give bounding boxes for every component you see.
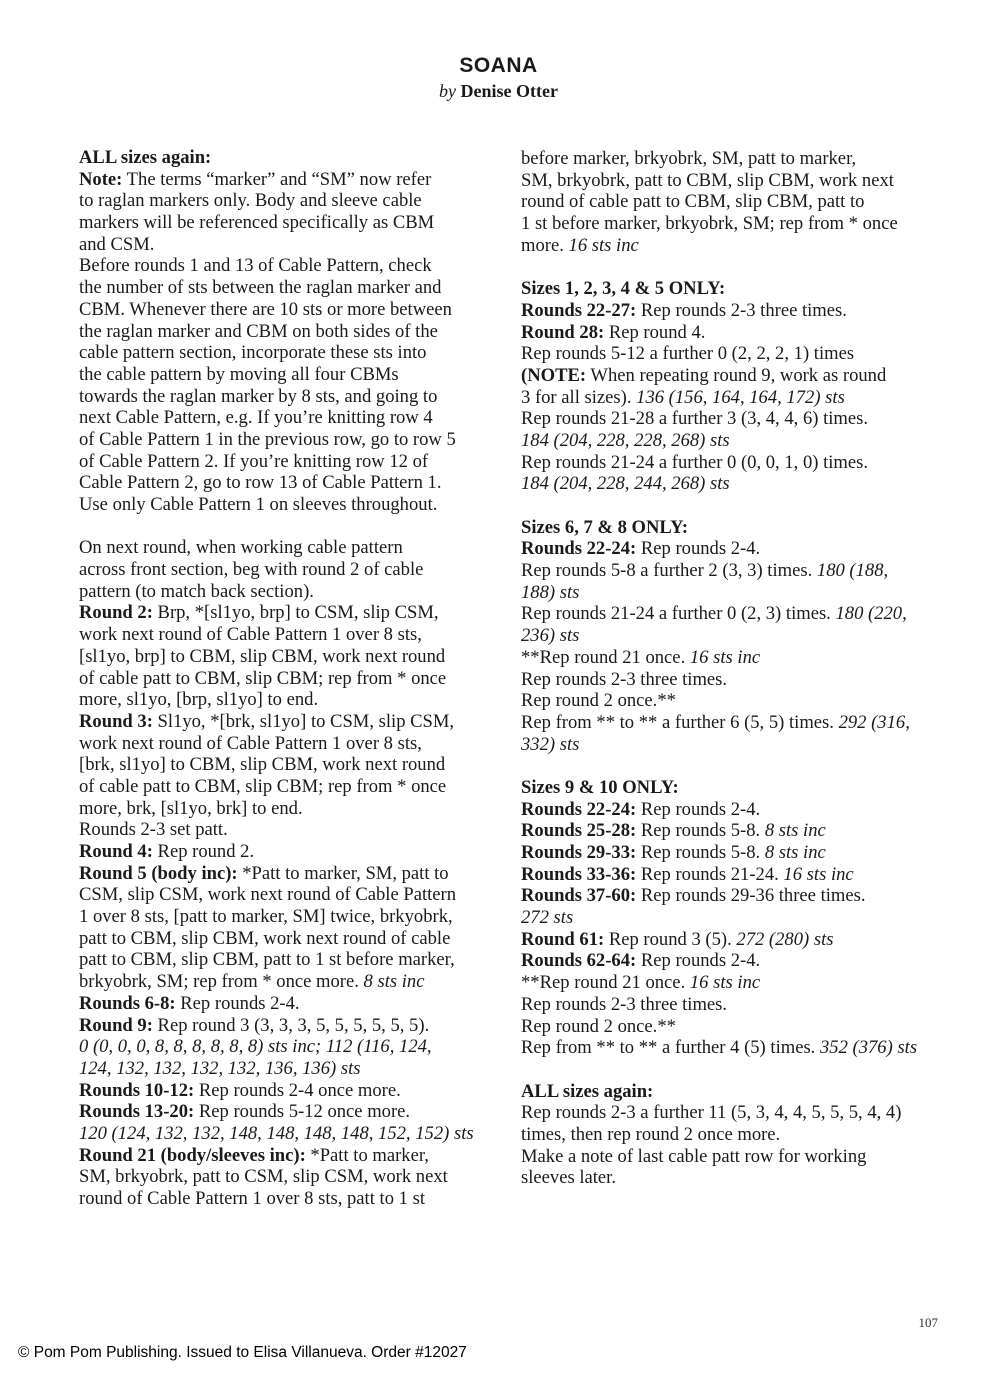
text-line (79, 169, 499, 191)
text-line (521, 582, 941, 604)
stitch-count: 124, 132, 132, 132, 132, 136, 136) sts (79, 1057, 361, 1079)
text-run: sleeves later. (521, 1167, 616, 1189)
text-run: Rep rounds 2-4. (636, 798, 761, 820)
text-line (521, 994, 941, 1016)
text-line (79, 689, 499, 711)
text-run: the raglan marker and CBM on both sides of the (79, 320, 438, 342)
text-run: before marker, brkyobrk, SM, patt to marker, (521, 148, 857, 169)
text-line (79, 342, 499, 364)
text-line (79, 1080, 499, 1102)
text-run: Rep round 2. (152, 841, 255, 862)
text-line (79, 1036, 499, 1058)
stitch-count: 0 (0, 0, 0, 8, 8, 8, 8, 8, 8) sts inc; 112 (116, 124, (79, 1036, 432, 1058)
paragraph-gap (521, 755, 941, 777)
text-line (79, 364, 499, 386)
text-run: Rep rounds 5-8. (636, 820, 765, 842)
text-line (521, 625, 941, 647)
text-line (521, 517, 941, 539)
text-run: Rep rounds 2-3 a further 11 (5, 3, 4, 4, 5, 5, 5, 4, 4) (521, 1102, 902, 1124)
text-line (521, 1081, 941, 1103)
text-line (521, 885, 941, 907)
text-line (521, 300, 941, 322)
text-run: Rep rounds 5-12 once more. (194, 1101, 411, 1123)
text-line (79, 1188, 499, 1210)
bold-label: Rounds 22-24: (521, 538, 637, 560)
stitch-count: 180 (220, (835, 603, 907, 625)
text-line (79, 537, 499, 559)
text-run: towards the raglan marker by 8 sts, and going to (79, 385, 438, 407)
bold-label: Rounds 33-36: (521, 863, 637, 885)
text-run: patt to CBM, slip CBM, work next round of cable (79, 927, 451, 949)
bold-label: Sizes 9 & 10 ONLY: (521, 776, 679, 798)
text-line (79, 776, 499, 798)
text-line (521, 864, 941, 886)
text-run: work next round of Cable Pattern 1 over 8 sts, (79, 732, 422, 754)
text-run: Rounds 2-3 set patt. (79, 819, 228, 841)
copyright-footer: © Pom Pom Publishing. Issued to Elisa Villanueva. Order #12027 (18, 1344, 467, 1361)
text-line (521, 669, 941, 691)
right-column (521, 148, 941, 1189)
text-line (521, 907, 941, 929)
text-run: Sl1yo, *[brk, sl1yo] to CSM, slip CSM, (152, 710, 455, 732)
stitch-count: 16 sts inc (689, 972, 761, 994)
text-line (79, 1145, 499, 1167)
text-run: [sl1yo, brp] to CBM, slip CBM, work next round (79, 645, 446, 667)
text-line (79, 581, 499, 603)
stitch-count: 16 sts inc (783, 863, 854, 885)
text-line (79, 863, 499, 885)
text-run: across front section, beg with round 2 of cable (79, 559, 424, 581)
text-line (79, 624, 499, 646)
byline-prefix: by (439, 81, 457, 101)
text-run: Rep rounds 5-8 a further 2 (3, 3) times. (521, 560, 817, 582)
text-run: Rep from ** to ** a further 6 (5, 5) times. (521, 711, 839, 733)
text-run: *Patt to marker, SM, patt to (237, 862, 449, 884)
text-line (521, 799, 941, 821)
text-line (521, 560, 941, 582)
text-run: Rep rounds 2-4. (636, 950, 761, 972)
text-line (79, 993, 499, 1015)
text-line (79, 277, 499, 299)
text-line (521, 278, 941, 300)
text-run: [brk, sl1yo] to CBM, slip CBM, work next round (79, 754, 446, 776)
text-line (79, 472, 499, 494)
text-line (79, 668, 499, 690)
text-run: Rep rounds 29-36 three times. (636, 885, 866, 907)
text-line (521, 1167, 941, 1189)
text-line (521, 1037, 941, 1059)
text-line (79, 429, 499, 451)
text-run: Cable Pattern 2, go to row 13 of Cable Pattern 1. (79, 472, 442, 494)
text-line (79, 1166, 499, 1188)
stitch-count: 184 (204, 228, 244, 268) sts (521, 473, 730, 495)
author-name: Denise Otter (460, 81, 558, 101)
bold-label: Round 21 (body/sleeves inc): (79, 1144, 306, 1166)
stitch-count: 332) sts (521, 733, 580, 755)
text-run: work next round of Cable Pattern 1 over 8 sts, (79, 624, 422, 646)
text-run: Rep rounds 5-8. (636, 842, 765, 863)
text-line (79, 1015, 499, 1037)
paragraph-gap (521, 1059, 941, 1081)
text-line (79, 212, 499, 234)
text-line (79, 819, 499, 841)
page-header (0, 52, 997, 102)
bold-label: Round 2: (79, 602, 153, 624)
stitch-count: 136 (156, 164, 164, 172) sts (636, 386, 845, 408)
text-run: Rep rounds 21-24 a further 0 (0, 0, 1, 0) times. (521, 451, 869, 473)
text-line (521, 322, 941, 344)
text-line (79, 646, 499, 668)
stitch-count: 120 (124, 132, 132, 148, 148, 148, 148, 152, 152) sts (79, 1122, 474, 1144)
text-run: of Cable Pattern 1 in the previous row, go to row 5 (79, 428, 456, 450)
bold-label: Rounds 22-27: (521, 299, 637, 321)
text-run: the cable pattern by moving all four CBMs (79, 363, 399, 385)
text-line (79, 255, 499, 277)
stitch-count: 188) sts (521, 581, 580, 603)
text-line (79, 1101, 499, 1123)
bold-label: Round 5 (body inc): (79, 862, 238, 884)
text-line (79, 386, 499, 408)
text-run: Rep rounds 2-4 once more. (194, 1079, 401, 1101)
bold-label: Round 3: (79, 710, 153, 732)
text-run: On next round, when working cable pattern (79, 537, 403, 559)
text-line (521, 690, 941, 712)
text-run: SM, brkyobrk, patt to CBM, slip CBM, work next (521, 169, 894, 191)
text-line (521, 1102, 941, 1124)
page-number: 107 (918, 1315, 938, 1330)
text-line (521, 387, 941, 409)
text-line (79, 147, 499, 169)
text-run: Before rounds 1 and 13 of Cable Pattern, check (79, 255, 432, 277)
text-run: patt to CBM, slip CBM, patt to 1 st before marker, (79, 949, 455, 971)
text-run: Rep round 2 once.** (521, 690, 676, 712)
text-line (521, 148, 941, 170)
text-line (521, 473, 941, 495)
text-line (521, 538, 941, 560)
text-run: Rep rounds 2-3 three times. (521, 993, 728, 1015)
text-line (521, 929, 941, 951)
text-run: Rep rounds 2-4. (175, 992, 300, 1014)
text-run: more. (521, 234, 569, 256)
text-line (521, 972, 941, 994)
bold-label: Round 61: (521, 928, 605, 950)
bold-label: Rounds 29-33: (521, 842, 637, 863)
text-line (79, 234, 499, 256)
text-run: **Rep round 21 once. (521, 646, 690, 668)
text-line (521, 734, 941, 756)
text-line (79, 321, 499, 343)
text-line (521, 408, 941, 430)
bold-label: ( (521, 364, 528, 386)
text-line (521, 842, 941, 864)
text-line (79, 928, 499, 950)
text-run: more, sl1yo, [brp, sl1yo] to end. (79, 689, 319, 711)
stitch-count: 292 (316, (838, 711, 910, 733)
text-run: to raglan markers only. Body and sleeve cable (79, 190, 422, 212)
text-run: Rep round 3 (3, 3, 3, 5, 5, 5, 5, 5, 5). (152, 1014, 430, 1036)
text-run: pattern (to match back section). (79, 580, 314, 602)
paragraph-gap (521, 256, 941, 278)
text-run: Rep rounds 2-4. (636, 538, 761, 560)
text-run: CBM. Whenever there are 10 sts or more between (79, 298, 452, 320)
text-run: Rep round 4. (604, 321, 706, 343)
text-line (79, 190, 499, 212)
bold-label: NOTE: (527, 364, 587, 386)
text-line (79, 754, 499, 776)
text-run: *Patt to marker, (305, 1144, 429, 1166)
bold-label: Rounds 10-12: (79, 1079, 195, 1101)
text-run: of cable patt to CBM, slip CBM; rep from * once (79, 667, 447, 689)
text-run: When repeating round 9, work as round (586, 364, 887, 386)
text-line (521, 452, 941, 474)
text-line (79, 1123, 499, 1145)
text-run: Make a note of last cable patt row for working (521, 1145, 867, 1167)
text-line (521, 777, 941, 799)
text-run: cable pattern section, incorporate these sts into (79, 342, 427, 364)
text-line (79, 906, 499, 928)
text-line (79, 971, 499, 993)
text-run: times, then rep round 2 once more. (521, 1123, 781, 1145)
text-run: The terms “marker” and “SM” now refer (122, 168, 432, 190)
bold-label: ALL sizes again: (79, 147, 212, 168)
text-run: 3 for all sizes). (521, 386, 637, 408)
text-line (521, 1146, 941, 1168)
text-line (521, 170, 941, 192)
bold-label: Sizes 6, 7 & 8 ONLY: (521, 516, 689, 538)
text-run: Rep rounds 21-24. (636, 863, 784, 885)
text-run: Rep round 2 once.** (521, 1015, 676, 1037)
bold-label: Rounds 62-64: (521, 950, 637, 972)
stitch-count: 8 sts inc (764, 820, 826, 842)
paragraph-gap (79, 516, 499, 538)
bold-label: Rounds 25-28: (521, 820, 637, 842)
bold-label: ALL sizes again: (521, 1080, 654, 1102)
text-line (521, 647, 941, 669)
text-run: Brp, *[sl1yo, brp] to CSM, slip CSM, (152, 602, 439, 624)
stitch-count: 236) sts (521, 625, 580, 647)
left-column (79, 147, 499, 1210)
text-line (79, 1058, 499, 1080)
stitch-count: 16 sts inc (568, 234, 639, 256)
stitch-count: 272 sts (521, 907, 574, 929)
bold-label: Rounds 37-60: (521, 885, 637, 907)
text-run: round of Cable Pattern 1 over 8 sts, patt to 1 st (79, 1188, 425, 1209)
stitch-count: 16 sts inc (689, 646, 761, 668)
text-line (79, 733, 499, 755)
text-run: the number of sts between the raglan marker and (79, 277, 442, 299)
text-line (79, 451, 499, 473)
text-run: brkyobrk, SM; rep from * once more. (79, 971, 364, 993)
text-line (79, 949, 499, 971)
text-run: 1 over 8 sts, [patt to marker, SM] twice, brkyobrk, (79, 906, 453, 928)
text-line (521, 1124, 941, 1146)
stitch-count: 352 (376) sts (819, 1037, 918, 1059)
text-run: **Rep round 21 once. (521, 972, 690, 994)
text-run: Use only Cable Pattern 1 on sleeves throughout. (79, 494, 438, 515)
bold-label: Note: (79, 168, 123, 190)
stitch-count: 8 sts inc (363, 971, 425, 993)
text-line (521, 235, 941, 257)
text-line (521, 1016, 941, 1038)
text-run: Rep rounds 2-3 three times. (521, 668, 728, 690)
text-line (79, 602, 499, 624)
text-line (521, 213, 941, 235)
text-line (79, 841, 499, 863)
text-line (79, 798, 499, 820)
text-line (521, 365, 941, 387)
text-run: Rep rounds 21-28 a further 3 (3, 4, 4, 6) times. (521, 408, 869, 430)
text-run: CSM, slip CSM, work next round of Cable Pattern (79, 884, 457, 906)
text-run: Rep from ** to ** a further 4 (5) times. (521, 1037, 820, 1059)
text-line (521, 430, 941, 452)
bold-label: Sizes 1, 2, 3, 4 & 5 ONLY: (521, 278, 726, 300)
text-run: Rep rounds 2-3 three times. (636, 299, 847, 321)
text-run: of cable patt to CBM, slip CBM; rep from * once (79, 775, 447, 797)
text-run: and CSM. (79, 233, 155, 255)
paragraph-gap (521, 495, 941, 517)
text-line (79, 407, 499, 429)
text-line (79, 559, 499, 581)
text-line (79, 884, 499, 906)
stitch-count: 184 (204, 228, 228, 268) sts (521, 429, 730, 451)
pattern-title: SOANA (459, 54, 538, 77)
text-run: Rep rounds 5-12 a further 0 (2, 2, 2, 1) times (521, 343, 855, 365)
bold-label: Rounds 22-24: (521, 798, 637, 820)
text-line (79, 299, 499, 321)
text-run: next Cable Pattern, e.g. If you’re knitting row 4 (79, 407, 433, 429)
text-line (521, 603, 941, 625)
bold-label: Rounds 6-8: (79, 992, 176, 1014)
text-line (521, 343, 941, 365)
text-line (521, 950, 941, 972)
bold-label: Round 4: (79, 841, 153, 862)
bold-label: Rounds 13-20: (79, 1101, 195, 1123)
text-run: 1 st before marker, brkyobrk, SM; rep from * once (521, 213, 898, 235)
stitch-count: 272 (280) sts (736, 928, 834, 950)
stitch-count: 180 (188, (816, 560, 889, 582)
stitch-count: 8 sts inc (764, 842, 826, 863)
text-line (521, 191, 941, 213)
text-line (79, 494, 499, 516)
byline (0, 80, 997, 102)
text-run: Rep round 3 (5). (604, 928, 737, 950)
text-run: Rep rounds 21-24 a further 0 (2, 3) times. (521, 603, 836, 625)
text-run: markers will be referenced specifically as CBM (79, 212, 435, 234)
text-run: of Cable Pattern 2. If you’re knitting row 12 of (79, 450, 429, 472)
text-run: more, brk, [sl1yo, brk] to end. (79, 797, 303, 819)
text-run: round of cable patt to CBM, slip CBM, patt to (521, 191, 865, 213)
bold-label: Round 28: (521, 321, 605, 343)
text-line (521, 712, 941, 734)
text-line (521, 820, 941, 842)
text-run: SM, brkyobrk, patt to CSM, slip CSM, work next (79, 1166, 448, 1188)
bold-label: Round 9: (79, 1014, 153, 1036)
text-line (79, 711, 499, 733)
